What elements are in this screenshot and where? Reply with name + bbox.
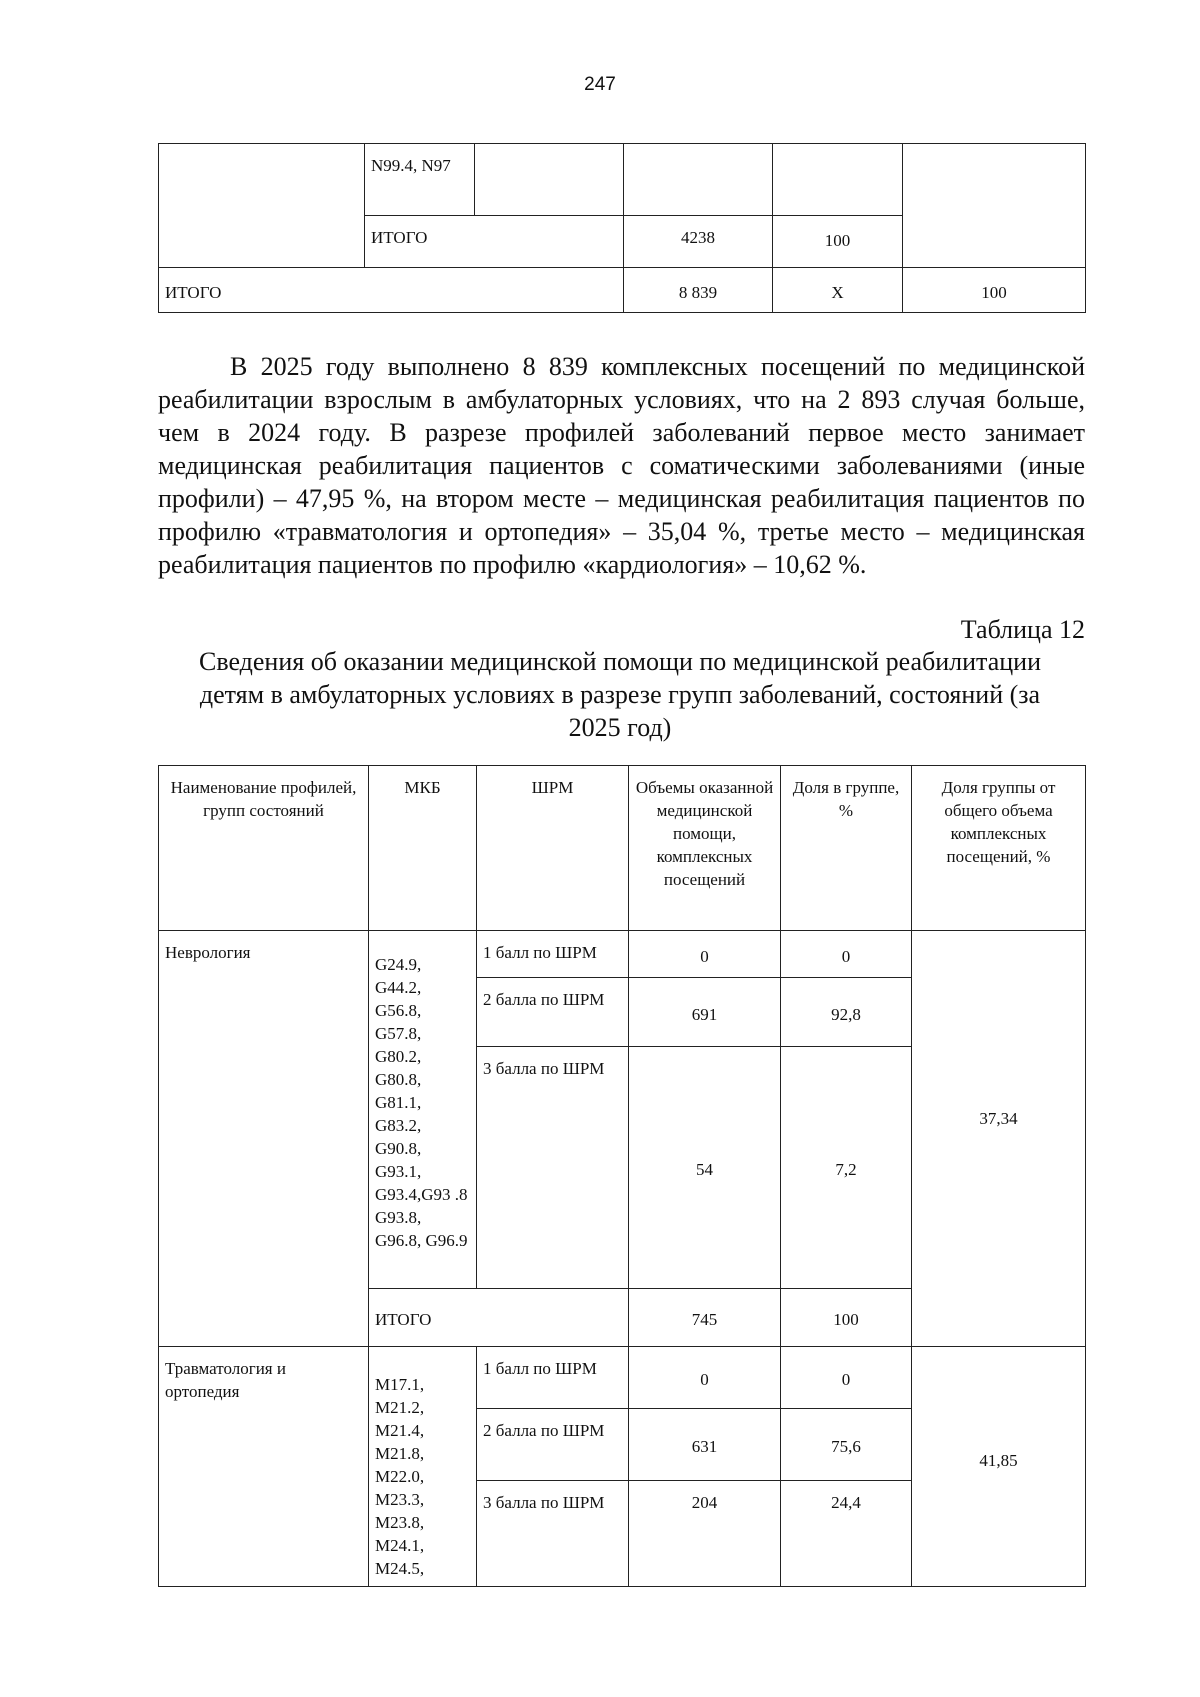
top-table-subtotal-share: 100	[773, 216, 903, 268]
neuro-group-share: 37,34	[912, 931, 1086, 1347]
header-shrm: ШРМ	[477, 766, 629, 931]
top-table-empty-cell	[159, 144, 365, 268]
top-table-total-label: ИТОГО	[159, 268, 624, 313]
top-table-group-share-cell	[903, 144, 1086, 268]
neuro-total-volume: 745	[629, 1289, 781, 1347]
neuro-total-label: ИТОГО	[369, 1289, 629, 1347]
top-table-continuation	[158, 143, 1086, 313]
trauma-share-3: 24,4	[781, 1481, 912, 1587]
trauma-shrm-2: 2 балла по ШРМ	[477, 1409, 629, 1481]
table-row	[159, 931, 1086, 978]
top-table-total-share: Х	[773, 268, 903, 313]
trauma-share-1: 0	[781, 1347, 912, 1409]
neuro-volume-2: 691	[629, 978, 781, 1047]
neuro-share-3: 7,2	[781, 1047, 912, 1289]
top-table-subtotal-volume: 4238	[624, 216, 773, 268]
trauma-share-2: 75,6	[781, 1409, 912, 1481]
trauma-profile-name: Травматология и ортопедия	[159, 1347, 369, 1587]
trauma-mkb-codes: M17.1, M21.2, M21.4, M21.8, M22.0, M23.3, M23.8, M24.1, M24.5,	[369, 1347, 477, 1587]
header-profile: Наименование профилей, групп состояний	[159, 766, 369, 931]
top-table-subtotal-label: ИТОГО	[365, 216, 624, 268]
neuro-mkb-codes: G24.9, G44.2, G56.8, G57.8, G80.2, G80.8, G81.1, G83.2, G90.8, G93.1, G93.4,G93 .8 G93.8, G96.8, G96.9	[369, 931, 477, 1289]
trauma-volume-2: 631	[629, 1409, 781, 1481]
trauma-group-share: 41,85	[912, 1347, 1086, 1587]
neuro-shrm-2: 2 балла по ШРМ	[477, 978, 629, 1047]
top-table-volume-cell	[624, 144, 773, 216]
neuro-volume-1: 0	[629, 931, 781, 978]
trauma-shrm-1: 1 балл по ШРМ	[477, 1347, 629, 1409]
header-share: Доля в группе, %	[781, 766, 912, 931]
neuro-volume-3: 54	[629, 1047, 781, 1289]
top-table-mkb-cell: N99.4, N97	[365, 144, 475, 216]
top-table-total-volume: 8 839	[624, 268, 773, 313]
table-number: Таблица 12	[960, 615, 1085, 644]
summary-paragraph: В 2025 году выполнено 8 839 комплексных посещений по медицинской реабилитации взрослым в амбулаторных условиях, что на 2 893 случая больше, чем в 2024 году. В разрезе профилей заболеваний первое место занимает медицинская реабилитация пациентов с соматическими заболеваниями (иные профили) – 47,95 %, на втором месте – медицинская реабилитация пациентов по профилю «травматология и ортопедия» – 35,04 %, третье место – медицинская реабилитация пациентов по профилю «кардиология» – 10,62 %.	[158, 352, 1085, 579]
neuro-share-1: 0	[781, 931, 912, 978]
table-row	[159, 1347, 1086, 1409]
neuro-shrm-3: 3 балла по ШРМ	[477, 1047, 629, 1289]
top-table-shrm-cell	[475, 144, 624, 216]
neuro-total-share: 100	[781, 1289, 912, 1347]
top-table-total-group-share: 100	[903, 268, 1086, 313]
header-group-share: Доля группы от общего объема комплексных посещений, %	[912, 766, 1086, 931]
neuro-share-2: 92,8	[781, 978, 912, 1047]
trauma-shrm-3: 3 балла по ШРМ	[477, 1481, 629, 1587]
trauma-volume-3: 204	[629, 1481, 781, 1587]
header-mkb: МКБ	[369, 766, 477, 931]
top-table-share-cell	[773, 144, 903, 216]
table-12	[158, 765, 1086, 1587]
page-number: 247	[584, 74, 616, 95]
table-title: Сведения об оказании медицинской помощи по медицинской реабилитации детям в амбулаторных условиях в разрезе групп заболеваний, состояний (за 2025 год)	[199, 647, 1041, 742]
trauma-volume-1: 0	[629, 1347, 781, 1409]
header-volume: Объемы оказанной медицинской помощи, комплексных посещений	[629, 766, 781, 931]
neuro-shrm-1: 1 балл по ШРМ	[477, 931, 629, 978]
neuro-profile-name: Неврология	[159, 931, 369, 1347]
